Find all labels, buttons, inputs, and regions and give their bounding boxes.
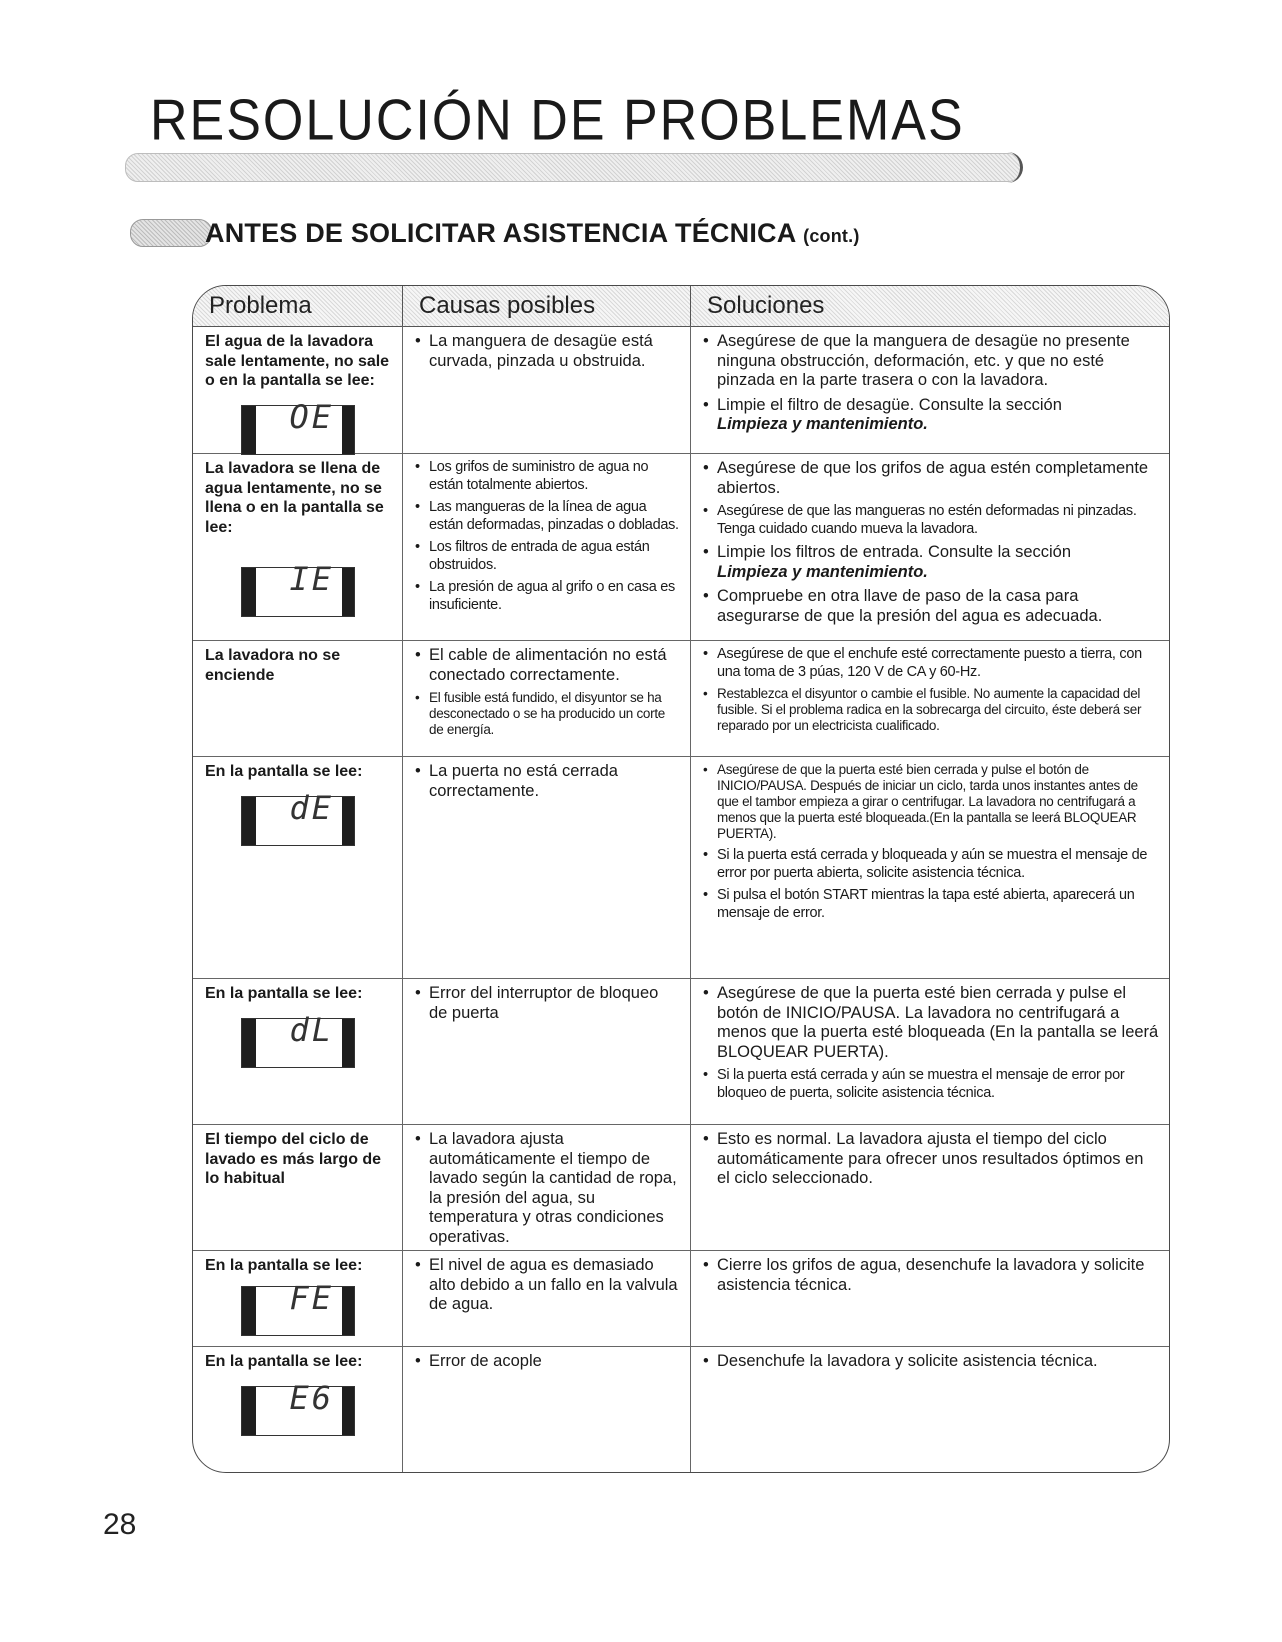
problem-text: En la pantalla se lee: — [205, 1353, 363, 1370]
section-pill-marker — [130, 219, 212, 247]
solution-item: • Si pulsa el botón START mientras la tapa esté abierta, aparecerá un mensaje de error. — [703, 887, 1159, 922]
cause-item: • Los grifos de suministro de agua no están totalmente abiertos. — [415, 459, 680, 494]
header-causes: Causas posibles — [403, 286, 691, 326]
solution-item: • Si la puerta está cerrada y aún se muestra el mensaje de error por bloqueo de puerta, solicite asistencia técnica. — [703, 1067, 1159, 1102]
causes-cell — [403, 640, 691, 756]
problem-text: En la pantalla se lee: — [205, 763, 363, 780]
solution-item: • Desenchufe la lavadora y solicite asistencia técnica. — [703, 1352, 1159, 1372]
problem-text: En la pantalla se lee: — [205, 1257, 363, 1274]
cause-item: • La presión de agua al grifo o en casa es insuficiente. — [415, 579, 680, 614]
cause-item: • Los filtros de entrada de agua están obstruidos. — [415, 539, 680, 574]
problem-cell — [193, 640, 403, 756]
table-row — [193, 1124, 1169, 1251]
table-row — [193, 640, 1169, 757]
table-row — [193, 978, 1169, 1125]
problem-text: El tiempo del ciclo de lavado es más largo de lo habitual — [205, 1131, 382, 1187]
solution-item: • Asegúrese de que la puerta esté bien cerrada y pulse el botón de INICIO/PAUSA. Después de iniciar un ciclo, tarda unos instantes antes de que el tambor empieza a girar o centrifugar. La lavadora no centrifugará a menos que la puerta esté bloqueada.(En la pantalla se leerá BLOQUEAR PUERTA). — [703, 762, 1159, 842]
solution-item: • Limpie los filtros de entrada. Consulte la sección Limpieza y mantenimiento. — [703, 543, 1159, 582]
solution-item: • Asegúrese de que la manguera de desagüe no presente ninguna obstrucción, deformación, etc. y que no esté pinzada en la parte trasera o con la lavadora. — [703, 332, 1159, 391]
cause-item: • Las mangueras de la línea de agua están deformadas, pinzadas o dobladas. — [415, 499, 680, 534]
solution-emphasis: Limpieza y mantenimiento. — [717, 562, 928, 581]
table-header — [193, 286, 1169, 327]
solution-emphasis: Limpieza y mantenimiento. — [717, 415, 928, 433]
problem-cell — [193, 978, 403, 1124]
solution-item: • Limpie el filtro de desagüe. Consulte la sección Limpieza y mantenimiento. — [703, 396, 1159, 435]
problem-text: La lavadora se llena de agua lentamente, no se llena o en la pantalla se lee: — [205, 460, 384, 536]
solutions-cell — [691, 978, 1169, 1124]
problem-text: El agua de la lavadora sale lentamente, no sale o en la pantalla se lee: — [205, 333, 390, 389]
problem-text: La lavadora no se enciende — [205, 647, 341, 684]
solutions-cell — [691, 640, 1169, 756]
error-code: dE — [289, 788, 334, 827]
table-row — [193, 756, 1169, 979]
problem-cell — [193, 1250, 403, 1346]
causes-cell — [403, 978, 691, 1124]
problem-cell — [193, 1124, 403, 1250]
table-row — [193, 326, 1169, 454]
cause-item: • El fusible está fundido, el disyuntor se ha desconectado o se ha producido un corte de energía. — [415, 690, 680, 738]
solution-item: • Asegúrese de que el enchufe esté correctamente puesto a tierra, con una toma de 3 púas, 120 V de CA y 60-Hz. — [703, 646, 1159, 681]
table-row — [193, 1250, 1169, 1347]
solutions-cell — [691, 326, 1169, 453]
problem-text: En la pantalla se lee: — [205, 985, 363, 1002]
page-title: RESOLUCIÓN DE PROBLEMAS — [150, 89, 965, 153]
section-heading-text: ANTES DE SOLICITAR ASISTENCIA TÉCNICA — [205, 218, 796, 248]
error-code: E6 — [289, 1378, 334, 1417]
solution-item: • Asegúrese de que las mangueras no estén deformadas ni pinzadas. Tenga cuidado cuando mueva la lavadora. — [703, 503, 1159, 538]
cause-item: • La puerta no está cerrada correctamente. — [415, 762, 680, 801]
problem-cell — [193, 1346, 403, 1472]
causes-cell — [403, 1346, 691, 1472]
problem-cell — [193, 326, 403, 453]
troubleshooting-table — [192, 285, 1170, 1473]
solutions-cell — [691, 453, 1169, 640]
error-code: dL — [289, 1010, 334, 1049]
error-display — [241, 1278, 355, 1336]
solution-item: • Esto es normal. La lavadora ajusta el tiempo del ciclo automáticamente para ofrecer unos resultados óptimos en el ciclo seleccionado. — [703, 1130, 1159, 1189]
cause-item: • La lavadora ajusta automáticamente el tiempo de lavado según la cantidad de ropa, la presión del agua, su temperatura y otras condiciones operativas. — [415, 1130, 680, 1247]
causes-cell — [403, 1250, 691, 1346]
solution-item: • Cierre los grifos de agua, desenchufe la lavadora y solicite asistencia técnica. — [703, 1256, 1159, 1295]
error-display — [241, 397, 355, 455]
error-display — [241, 1378, 355, 1436]
table-row — [193, 453, 1169, 641]
cause-item: • Error del interruptor de bloqueo de puerta — [415, 984, 680, 1023]
error-code: FE — [289, 1278, 334, 1317]
cause-item: • Error de acople — [415, 1352, 680, 1372]
causes-cell — [403, 453, 691, 640]
solutions-cell — [691, 1346, 1169, 1472]
problem-cell — [193, 453, 403, 640]
causes-cell — [403, 756, 691, 978]
error-display — [241, 1010, 355, 1068]
solution-item: • Compruebe en otra llave de paso de la casa para asegurarse de que la presión del agua es adecuada. — [703, 587, 1159, 626]
cause-item: • La manguera de desagüe está curvada, pinzada u obstruida. — [415, 332, 680, 371]
causes-cell — [403, 1124, 691, 1250]
error-code: OE — [289, 397, 334, 436]
problem-cell — [193, 756, 403, 978]
table-row — [193, 1346, 1169, 1472]
header-problem: Problema — [193, 286, 403, 326]
cause-item: • El nivel de agua es demasiado alto debido a un fallo en la valvula de agua. — [415, 1256, 680, 1315]
page-number: 28 — [103, 1508, 137, 1541]
solution-item: • Restablezca el disyuntor o cambie el fusible. No aumente la capacidad del fusible. Si el problema radica en la sobrecarga del circuito, éste deberá ser reparado por un electricista cualificado. — [703, 686, 1159, 734]
section-heading-suffix: (cont.) — [803, 226, 860, 246]
header-solutions: Soluciones — [707, 292, 825, 319]
cause-item: • El cable de alimentación no está conectado correctamente. — [415, 646, 680, 685]
solutions-cell — [691, 1250, 1169, 1346]
solutions-cell — [691, 1124, 1169, 1250]
title-decorative-bar — [125, 153, 1022, 182]
section-heading — [205, 218, 860, 249]
solution-item: • Asegúrese de que los grifos de agua estén completamente abiertos. — [703, 459, 1159, 498]
solution-item: • Asegúrese de que la puerta esté bien cerrada y pulse el botón de INICIO/PAUSA. La lavadora no centrifugará a menos que la puerta esté bloqueada (En la pantalla se leerá BLOQUEAR PUERTA). — [703, 984, 1159, 1062]
error-code: IE — [289, 560, 334, 598]
error-display — [241, 560, 355, 617]
solution-item: • Si la puerta está cerrada y bloqueada y aún se muestra el mensaje de error por puerta abierta, solicite asistencia técnica. — [703, 847, 1159, 882]
error-display — [241, 788, 355, 846]
solutions-cell — [691, 756, 1169, 978]
causes-cell — [403, 326, 691, 453]
